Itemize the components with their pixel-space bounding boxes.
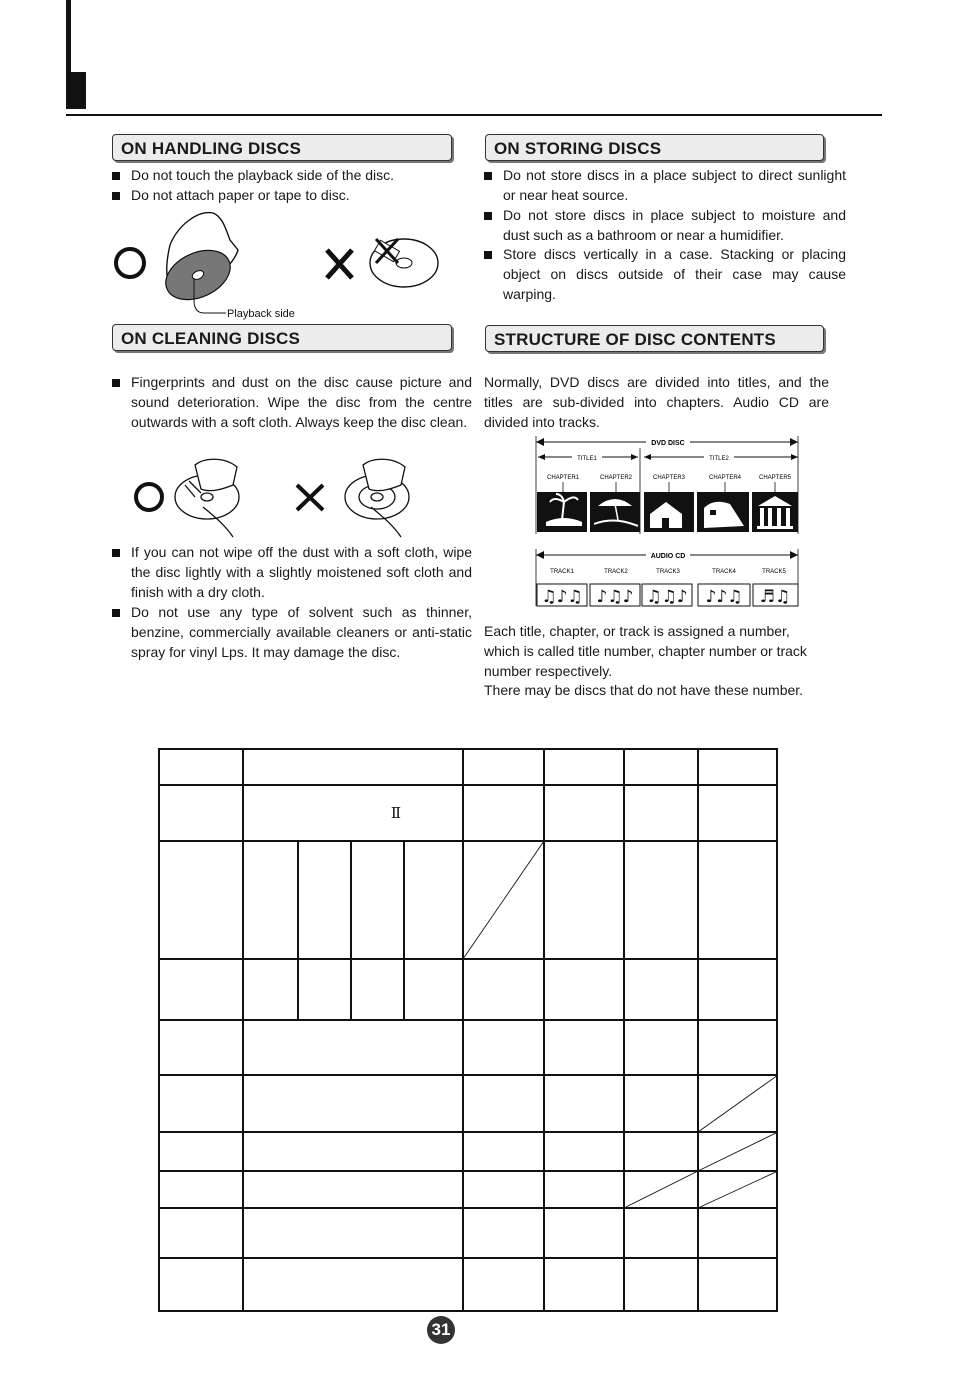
disc-with-tape-icon	[370, 239, 438, 287]
storing-heading: ON STORING DISCS	[485, 134, 824, 161]
music-note-icon: ♬♫	[759, 587, 791, 607]
storing-bullet-2: Do not store discs in place subject to moisture and dust such as a bathroom or near a humidifier.	[484, 206, 846, 246]
handling-illustration	[108, 205, 448, 320]
wrong-cross-icon	[297, 485, 323, 510]
header-side-bar	[66, 0, 71, 72]
storing-bullet-3: Store discs vertically in a case. Stacking or placing object on discs outside of their case may cause warping.	[484, 245, 846, 304]
handling-bullet-2: Do not attach paper or tape to disc.	[112, 186, 471, 206]
wiping-disc-wrong-icon	[345, 459, 409, 537]
storing-bullet-1: Do not store discs in a place subject to direct sunlight or near heat source.	[484, 166, 846, 206]
track-label: TRACK3	[656, 569, 680, 575]
specification-table-grid	[158, 748, 778, 1312]
header-rule	[66, 114, 882, 116]
cleaning-bullet-2: If you can not wipe off the dust with a soft cloth, wipe the disc lightly with a slightly moistened soft cloth and finish with a dry cloth.	[112, 543, 472, 602]
disc-structure-diagram	[534, 434, 802, 610]
music-note-icon: ♫♫♪	[646, 587, 688, 607]
title-label: TITLE1	[577, 456, 597, 462]
structure-outro-2: There may be discs that do not have these number.	[484, 682, 804, 698]
chapter-image-train-icon	[697, 492, 749, 532]
chapter-label: CHAPTER2	[599, 475, 633, 481]
playback-side-label: Playback side	[227, 308, 295, 320]
correct-circle-icon	[136, 484, 162, 510]
track-label: TRACK5	[762, 569, 786, 575]
table-roman-mark: Ⅱ	[390, 804, 402, 822]
dvd-disc-label: DVD DISC	[651, 440, 685, 447]
header-black-block	[66, 72, 86, 109]
wrong-cross-icon	[327, 250, 352, 278]
chapter-image-umbrella-icon	[590, 492, 640, 532]
cleaning-heading: ON CLEANING DISCS	[112, 324, 452, 351]
wiping-disc-correct-icon	[175, 459, 239, 537]
chapter-label: CHAPTER1	[546, 475, 580, 481]
track-label: TRACK1	[550, 569, 574, 575]
chapter-image-palm-icon	[537, 492, 587, 532]
chapter-label: CHAPTER5	[758, 475, 792, 481]
handling-heading: ON HANDLING DISCS	[112, 134, 452, 161]
handling-bullet-1: Do not touch the playback side of the disc.	[112, 166, 471, 186]
hand-holding-disc-icon	[158, 213, 238, 313]
cleaning-bullet-3: Do not use any type of solvent such as thinner, benzine, commercially available cleaners or anti-static spray for vinyl Lps. It may damage the disc.	[112, 603, 472, 662]
chapter-label: CHAPTER4	[708, 475, 742, 481]
page-number: 31	[427, 1316, 455, 1344]
structure-intro: Normally, DVD discs are divided into titles, and the titles are sub-divided into chapters. Audio CD are divided into tracks.	[484, 374, 829, 430]
audio-cd-label: AUDIO CD	[650, 553, 686, 560]
correct-circle-icon	[116, 249, 144, 277]
title-label: TITLE2	[709, 456, 729, 462]
chapter-image-temple-icon	[752, 492, 798, 532]
music-note-icon: ♪♫♪	[596, 587, 634, 607]
music-note-icon: ♪♪♫	[705, 587, 743, 607]
chapter-label: CHAPTER3	[652, 475, 686, 481]
track-label: TRACK2	[604, 569, 628, 575]
structure-outro-1: Each title, chapter, or track is assigned a number, which is called title number, chapter number or track number respectively.	[484, 623, 807, 679]
music-note-icon: ♫♪♫	[541, 587, 583, 607]
cleaning-illustration	[125, 455, 425, 540]
structure-heading: STRUCTURE OF DISC CONTENTS	[485, 325, 824, 352]
chapter-image-house-icon	[644, 492, 694, 532]
cleaning-bullet-1: Fingerprints and dust on the disc cause picture and sound deterioration. Wipe the disc from the centre outwards with a soft cloth. Always keep the disc clean.	[112, 373, 472, 432]
track-label: TRACK4	[712, 569, 736, 575]
